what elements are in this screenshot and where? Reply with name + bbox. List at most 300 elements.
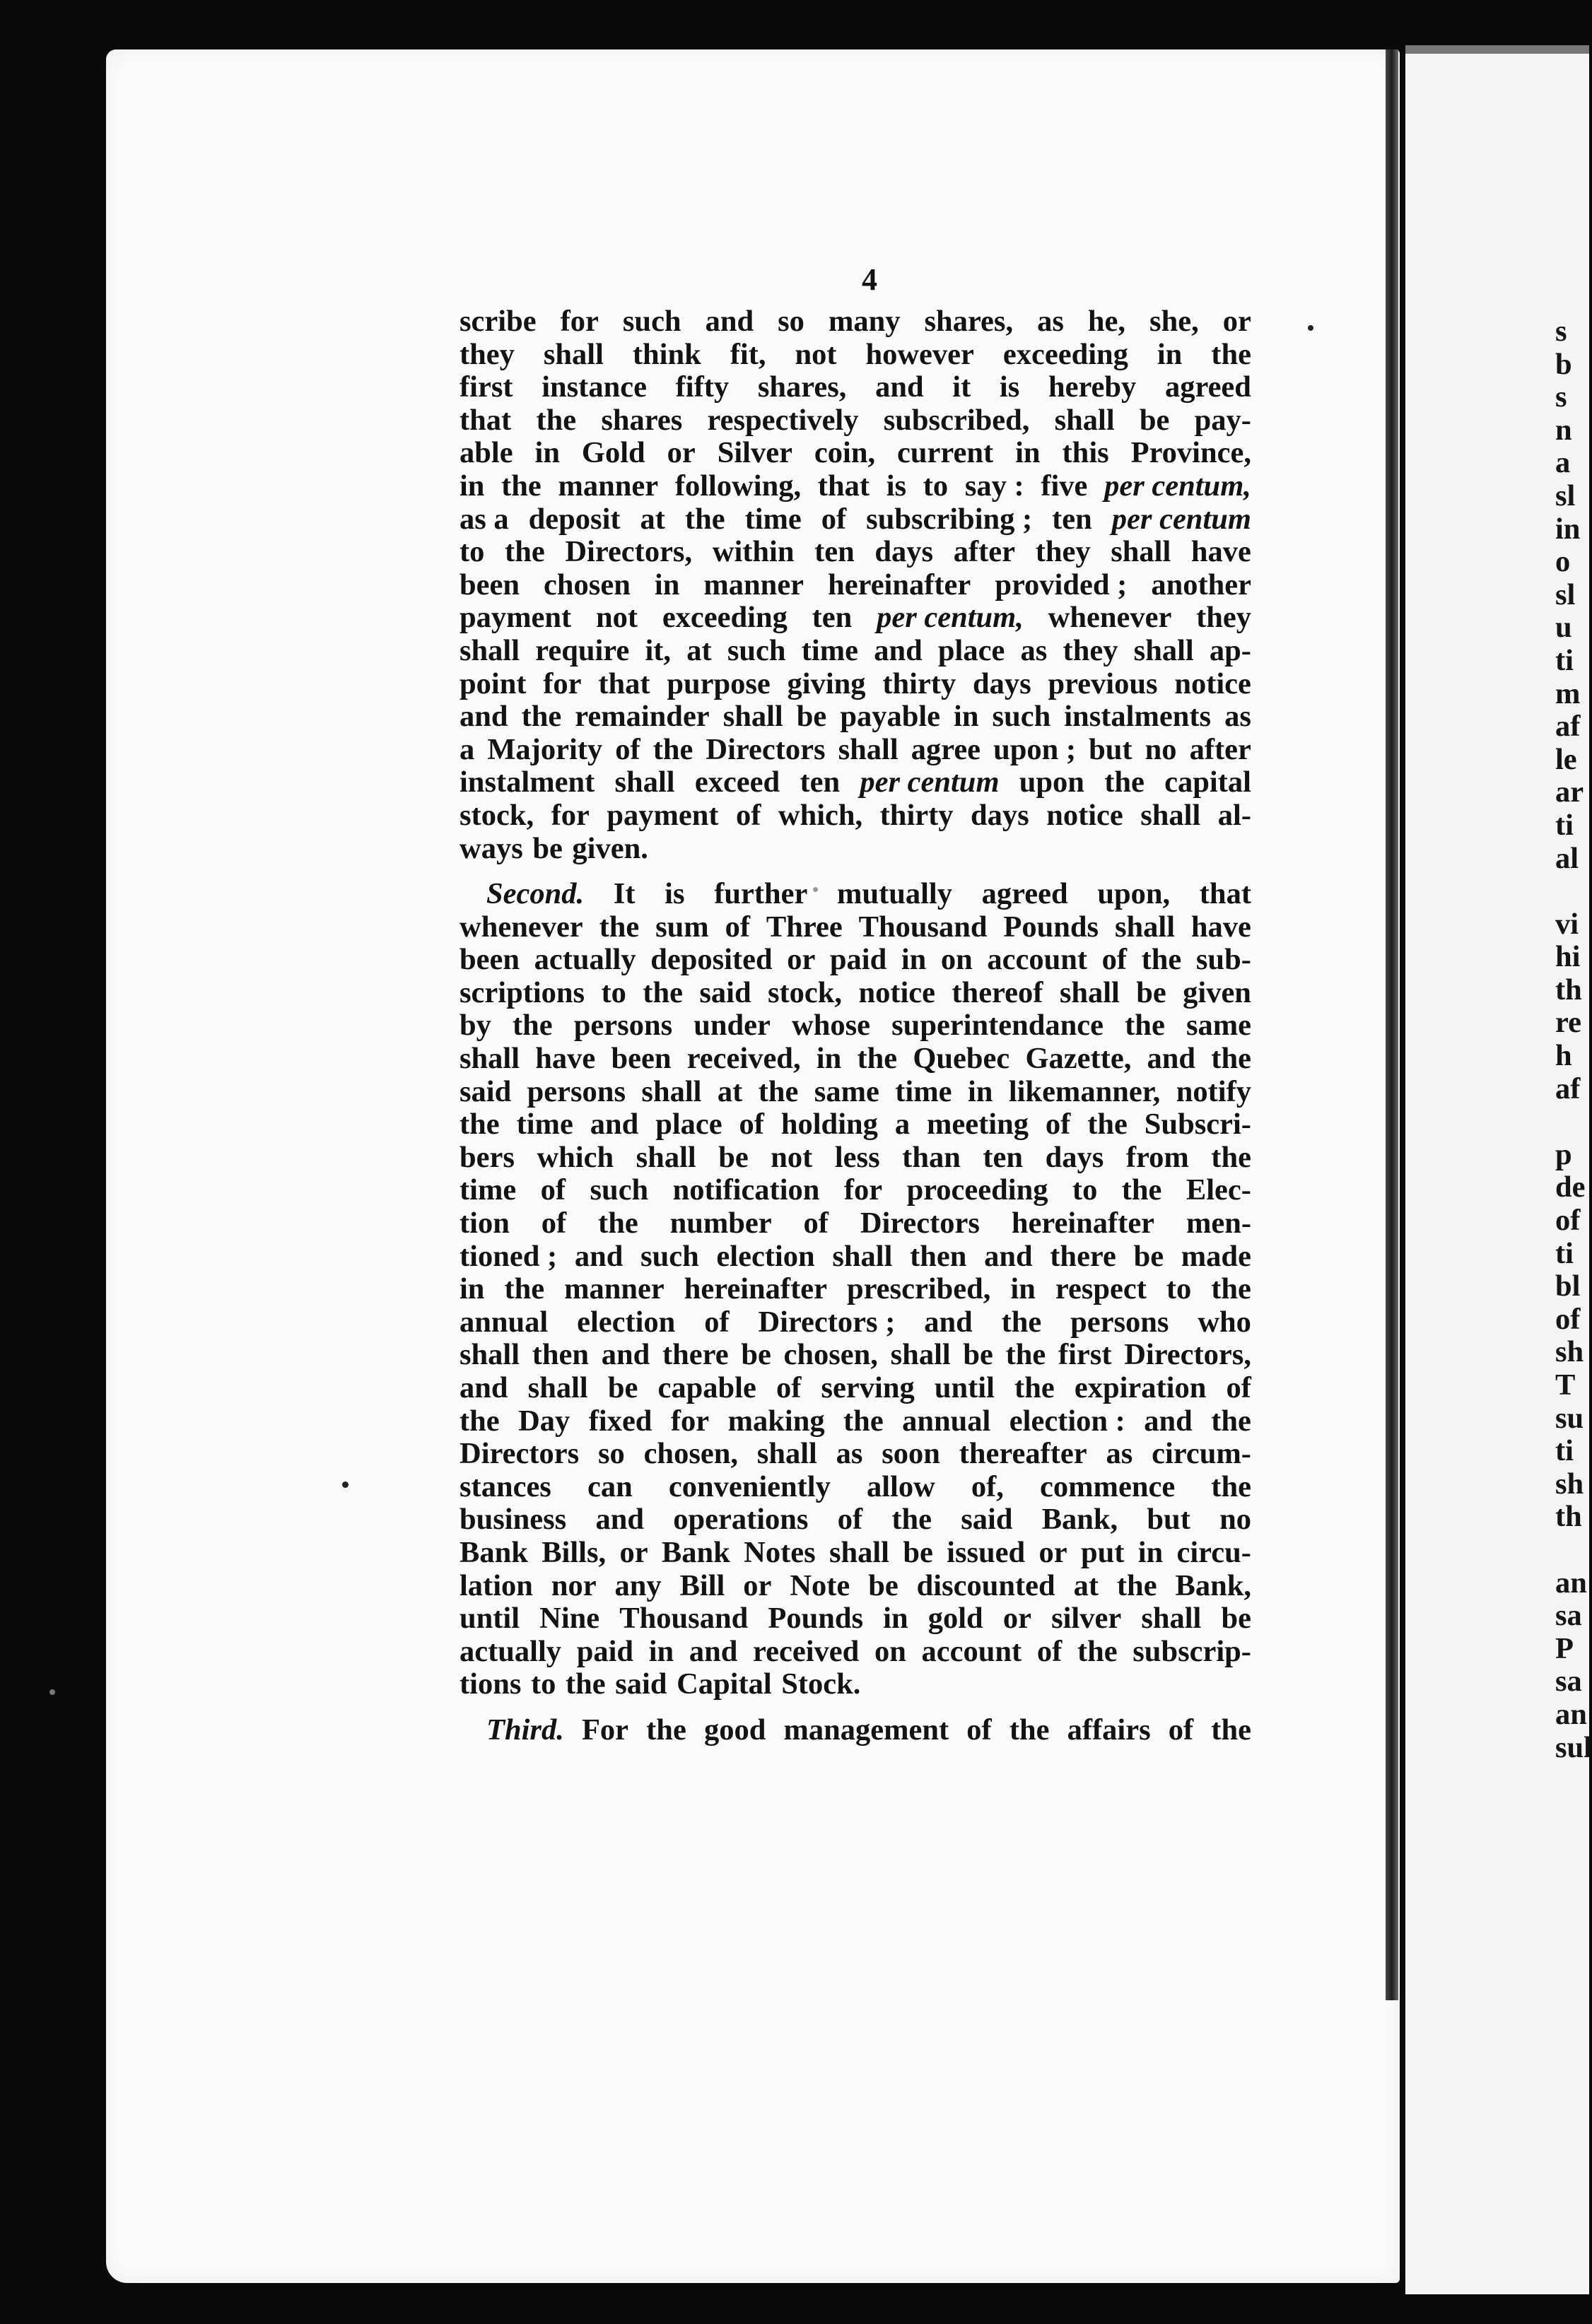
word: Bank, (1041, 1503, 1118, 1537)
edge-fragment: sul (1555, 1730, 1592, 1764)
word: after (1189, 732, 1251, 766)
word: able (460, 436, 513, 470)
word: per centum (1111, 502, 1251, 536)
word: subscribed, (883, 403, 1030, 437)
word: whenever (1048, 601, 1172, 635)
word: sum (655, 910, 709, 944)
word: in (954, 700, 979, 734)
word: that (1199, 877, 1251, 911)
edge-fragment: bl (1555, 1269, 1581, 1303)
word: same (1186, 1009, 1251, 1043)
word: same (814, 1074, 879, 1108)
word: manner (564, 1272, 665, 1306)
word: first (460, 370, 513, 404)
word: circum- (1152, 1437, 1251, 1471)
word: per centum, (1104, 469, 1251, 503)
edge-fragment: su (1555, 1401, 1584, 1435)
word: management (783, 1713, 949, 1747)
text-line (460, 1043, 1251, 1076)
word: manner (703, 568, 804, 601)
word: is (999, 370, 1020, 404)
word: or (1222, 305, 1251, 338)
word: notice (1174, 667, 1251, 700)
word: or (619, 1535, 648, 1569)
edge-fragment: in (1555, 512, 1581, 546)
text-line (460, 1009, 1251, 1043)
word: and (574, 1239, 624, 1273)
word: ap- (1209, 633, 1251, 667)
text-line (460, 833, 1251, 866)
word: shares, (924, 305, 1014, 338)
word: as (836, 1437, 863, 1471)
word: of (775, 1371, 802, 1404)
word: of (704, 1305, 730, 1339)
text-line (460, 1405, 1251, 1438)
word: men- (1186, 1207, 1251, 1240)
word: actually (460, 1634, 562, 1668)
word: they (1063, 633, 1118, 667)
word: the (643, 975, 683, 1009)
text-line (460, 766, 1251, 799)
word: instance (542, 370, 647, 404)
word: ten (1052, 502, 1092, 536)
edge-fragment: sa (1555, 1599, 1582, 1633)
word: or (1002, 1602, 1031, 1636)
word: of (541, 1207, 567, 1240)
word: the (1087, 1108, 1128, 1142)
word: annual (460, 1305, 549, 1339)
text-line (460, 404, 1251, 438)
word: For (581, 1713, 629, 1747)
edge-fragment: re (1555, 1006, 1581, 1040)
word: in (648, 1634, 674, 1668)
word: shall (1111, 535, 1171, 569)
word: shall (1133, 633, 1194, 667)
word: notification (672, 1173, 820, 1207)
word: fixed (588, 1404, 652, 1438)
word: the (598, 1207, 638, 1240)
word: shall (1054, 403, 1115, 437)
word: shall (641, 1074, 702, 1108)
word: but (1089, 732, 1132, 766)
word: of, (971, 1469, 1004, 1503)
text-line (460, 1372, 1251, 1405)
body-text (460, 305, 1251, 1747)
word: election : (1009, 1404, 1125, 1438)
book-gutter (1386, 49, 1398, 2000)
word: Subscri- (1144, 1108, 1251, 1142)
word: than (902, 1140, 961, 1174)
word: they (460, 337, 515, 371)
word: as (1037, 305, 1064, 338)
word: given (1183, 975, 1251, 1009)
word: sub- (1195, 943, 1251, 977)
word: of (615, 732, 640, 766)
word: Third. (486, 1713, 564, 1747)
word: of (837, 1503, 863, 1537)
word: and (1147, 1042, 1196, 1076)
text-line (460, 1471, 1251, 1504)
text-line (460, 1570, 1251, 1603)
word: current (897, 436, 994, 470)
word: exceed (694, 765, 780, 799)
word: however (865, 337, 974, 371)
word: instalment (460, 765, 595, 799)
word: shall (527, 1371, 588, 1404)
word: the (565, 1667, 606, 1701)
word: the (1211, 337, 1251, 371)
word: thirty (879, 798, 954, 832)
text-line (460, 1273, 1251, 1306)
word: it (952, 370, 971, 404)
word: shall (832, 1239, 893, 1273)
word: so (597, 1437, 625, 1471)
word: be (607, 1371, 638, 1404)
word: be (868, 1568, 899, 1602)
word: hereinafter (828, 568, 971, 601)
word: to (1166, 1272, 1192, 1306)
word: the (1125, 1009, 1165, 1043)
facing-page-text-fragments (1555, 314, 1592, 1764)
word: and (595, 1503, 644, 1537)
word: for (670, 1404, 710, 1438)
word: the (460, 1108, 500, 1142)
edge-fragment: b (1555, 347, 1572, 381)
word: persons (573, 1009, 673, 1043)
word: in (534, 436, 560, 470)
word: the (504, 1272, 545, 1306)
word: Pounds (768, 1602, 864, 1636)
text-line (460, 1636, 1251, 1669)
word: shall (722, 700, 783, 734)
word: allow (866, 1469, 935, 1503)
word: which (537, 1140, 614, 1174)
word: Pounds (1003, 910, 1099, 944)
word: shares, (757, 370, 847, 404)
edge-fragment: p (1555, 1137, 1572, 1171)
word: Directors, (1124, 1338, 1251, 1372)
edge-fragment: T (1555, 1368, 1576, 1402)
word: commence (1040, 1469, 1176, 1503)
edge-fragment: s (1555, 315, 1567, 348)
word: and (460, 1371, 508, 1404)
word: upon (1019, 765, 1084, 799)
edge-fragment: de (1555, 1170, 1586, 1204)
word: have (1190, 910, 1251, 944)
word: shall (756, 1437, 817, 1471)
word: chosen, (643, 1437, 738, 1471)
word: soon (882, 1437, 940, 1471)
word: of (821, 502, 847, 536)
word: hereby (1048, 370, 1137, 404)
word: giving (787, 667, 866, 700)
text-line (460, 1207, 1251, 1240)
word: stances (460, 1469, 551, 1503)
word: is (886, 469, 907, 503)
word: manner (558, 469, 659, 503)
word: in (460, 1272, 485, 1306)
word: of (1226, 1371, 1251, 1404)
word: Quebec (913, 1042, 1010, 1076)
word: be (741, 1338, 771, 1372)
word: have (1190, 535, 1251, 569)
word: al- (1217, 798, 1251, 832)
edge-fragment (1555, 874, 1584, 907)
text-line (460, 700, 1251, 734)
word: fifty (675, 370, 730, 404)
text-line (460, 1503, 1251, 1537)
word: Province, (1130, 436, 1251, 470)
text-line (460, 437, 1251, 470)
word: and (460, 700, 508, 734)
word: or (667, 436, 696, 470)
word: stock, (460, 798, 534, 832)
word: put (1080, 1535, 1125, 1569)
word: at (1073, 1568, 1099, 1602)
word: agree (911, 732, 981, 766)
word: Directors ; (758, 1305, 896, 1339)
print-speck (49, 1689, 55, 1695)
word: they (1196, 601, 1251, 635)
word: of (725, 910, 750, 944)
word: from (1125, 1140, 1189, 1174)
edge-fragment: af (1555, 710, 1581, 744)
word: place (937, 633, 1005, 667)
word: paid (829, 943, 887, 977)
edge-fragment: an (1555, 1697, 1587, 1731)
word: mutually (837, 877, 952, 911)
word: but (1147, 1503, 1190, 1537)
word: or (1038, 1535, 1067, 1569)
word: Capital (677, 1667, 772, 1701)
word: Bank, (1175, 1568, 1251, 1602)
word: less (834, 1140, 880, 1174)
word: not (795, 337, 837, 371)
word: conveniently (668, 1469, 831, 1503)
edge-fragment: vi (1555, 907, 1579, 941)
word: by (460, 1009, 491, 1043)
word: days (874, 535, 934, 569)
word: shall (460, 1338, 520, 1372)
word: respect (1055, 1272, 1147, 1306)
word: of (803, 1207, 829, 1240)
word: or (743, 1568, 772, 1602)
word: prescribed, (846, 1272, 991, 1306)
word: payment (460, 601, 572, 635)
edge-fragment: sh (1555, 1467, 1584, 1501)
word: said (699, 975, 751, 1009)
word: not (595, 601, 638, 635)
text-line (460, 1339, 1251, 1372)
word: upon ; (993, 732, 1077, 766)
word: within (712, 535, 795, 569)
word: as (1224, 700, 1251, 734)
word: discounted (916, 1568, 1055, 1602)
word: think (632, 337, 701, 371)
word: the (758, 1074, 799, 1108)
word: shall (636, 1140, 696, 1174)
word: until (460, 1602, 520, 1636)
word: Majority (487, 732, 603, 766)
word: Bank (460, 1535, 528, 1569)
word: the (599, 910, 640, 944)
text-line (460, 1142, 1251, 1175)
word: the (460, 1404, 500, 1438)
word: been (611, 1042, 672, 1076)
word: shall (1141, 1602, 1202, 1636)
word: be (1136, 975, 1166, 1009)
word: nor (551, 1568, 597, 1602)
word: previous (1048, 667, 1158, 700)
word: on (874, 1634, 906, 1668)
word: it, (645, 633, 672, 667)
word: such (727, 633, 786, 667)
edge-fragment: al (1555, 841, 1579, 875)
word: to (530, 1667, 556, 1701)
text-line (460, 911, 1251, 944)
word: provided ; (995, 568, 1128, 601)
word: shall (543, 337, 604, 371)
word: shall (614, 765, 675, 799)
word: another (1151, 568, 1251, 601)
text-line (460, 1714, 1251, 1747)
word: the (513, 1009, 553, 1043)
word: election (577, 1305, 676, 1339)
word: the (1077, 1634, 1118, 1668)
word: the (1001, 1305, 1042, 1339)
word: who (1198, 1305, 1251, 1339)
word: silver (1051, 1602, 1122, 1636)
word: likemanner, (1008, 1074, 1161, 1108)
word: meeting (926, 1108, 1029, 1142)
word: deposit (528, 502, 621, 536)
word: a (894, 1108, 911, 1142)
word: Directors (460, 1437, 580, 1471)
word: in (816, 1042, 842, 1076)
text-line (460, 569, 1251, 602)
word: be (532, 831, 563, 865)
word: the (505, 535, 545, 569)
print-speck (1308, 325, 1313, 331)
word: shall (1114, 910, 1176, 944)
word: actually (534, 943, 636, 977)
word: capable (657, 1371, 756, 1404)
word: hereinafter (684, 1272, 827, 1306)
word: subscribing ; (866, 502, 1033, 536)
edge-fragment: m (1555, 676, 1581, 710)
word: be (903, 1535, 933, 1569)
word: and (984, 1239, 1033, 1273)
word: It (613, 877, 636, 911)
word: and (689, 1634, 738, 1668)
word: following, (674, 469, 802, 503)
word: in (1010, 1272, 1036, 1306)
word: as a (460, 502, 509, 536)
word: be (963, 1338, 993, 1372)
word: not (771, 1140, 813, 1174)
word: chosen (544, 568, 631, 601)
word: given. (572, 831, 648, 865)
edge-fragment: ti (1555, 1236, 1574, 1270)
edge-fragment: P (1555, 1631, 1574, 1665)
word: tioned ; (460, 1239, 558, 1273)
word: Day (518, 1404, 570, 1438)
text-line (460, 1174, 1251, 1207)
word: payment (607, 798, 719, 832)
text-line (460, 1537, 1251, 1570)
word: exceeding (662, 601, 788, 635)
word: then (532, 1338, 590, 1372)
word: lation (460, 1568, 533, 1602)
word: Directors (860, 1207, 980, 1240)
edge-fragment: ti (1555, 808, 1574, 842)
word: stock, (767, 975, 843, 1009)
word: the (536, 403, 577, 437)
word: no (1145, 732, 1177, 766)
word: upon, (1097, 877, 1171, 911)
word: require (535, 633, 630, 667)
word: five (1041, 469, 1088, 503)
text-line (460, 1438, 1251, 1471)
word: made (1181, 1239, 1251, 1273)
word: chosen, (783, 1338, 878, 1372)
word: and (924, 1305, 973, 1339)
word: superintendance (891, 1009, 1104, 1043)
word: and (1144, 1404, 1193, 1438)
word: Bills, (542, 1535, 607, 1569)
word: be (1133, 1239, 1164, 1273)
word: received, (686, 1042, 801, 1076)
word: scribe (460, 305, 537, 338)
word: in (654, 568, 680, 601)
word: account (987, 943, 1088, 977)
edge-fragment: sa (1555, 1665, 1582, 1698)
word: the (1211, 1272, 1251, 1306)
word: and (601, 1338, 650, 1372)
word: fit, (730, 337, 766, 371)
word: account (921, 1634, 1022, 1668)
word: at (640, 502, 665, 536)
word: capital (1164, 765, 1251, 799)
word: in (1137, 1535, 1164, 1569)
word: shares (601, 403, 683, 437)
word: the (501, 469, 542, 503)
word: of (739, 1108, 764, 1142)
word: this (1062, 436, 1109, 470)
word: to (1072, 1173, 1098, 1207)
word: circu- (1176, 1535, 1251, 1569)
word: the (1211, 1713, 1251, 1747)
word: gold (927, 1602, 983, 1636)
word: of (1101, 943, 1128, 977)
word: such (640, 1239, 699, 1273)
word: affairs (1067, 1713, 1151, 1747)
word: of (1045, 1108, 1071, 1142)
word: ways (460, 831, 523, 865)
text-line (460, 503, 1251, 536)
word: exceeding (1002, 337, 1128, 371)
text-line (460, 1240, 1251, 1274)
word: that (598, 667, 650, 700)
word: the (652, 732, 693, 766)
word: issued (947, 1535, 1026, 1569)
word: paid (576, 1634, 634, 1668)
edge-fragment: ar (1555, 775, 1584, 809)
word: such (590, 1173, 649, 1207)
page-number: 4 (862, 262, 877, 297)
word: time (460, 1173, 517, 1207)
word: good (703, 1713, 766, 1747)
